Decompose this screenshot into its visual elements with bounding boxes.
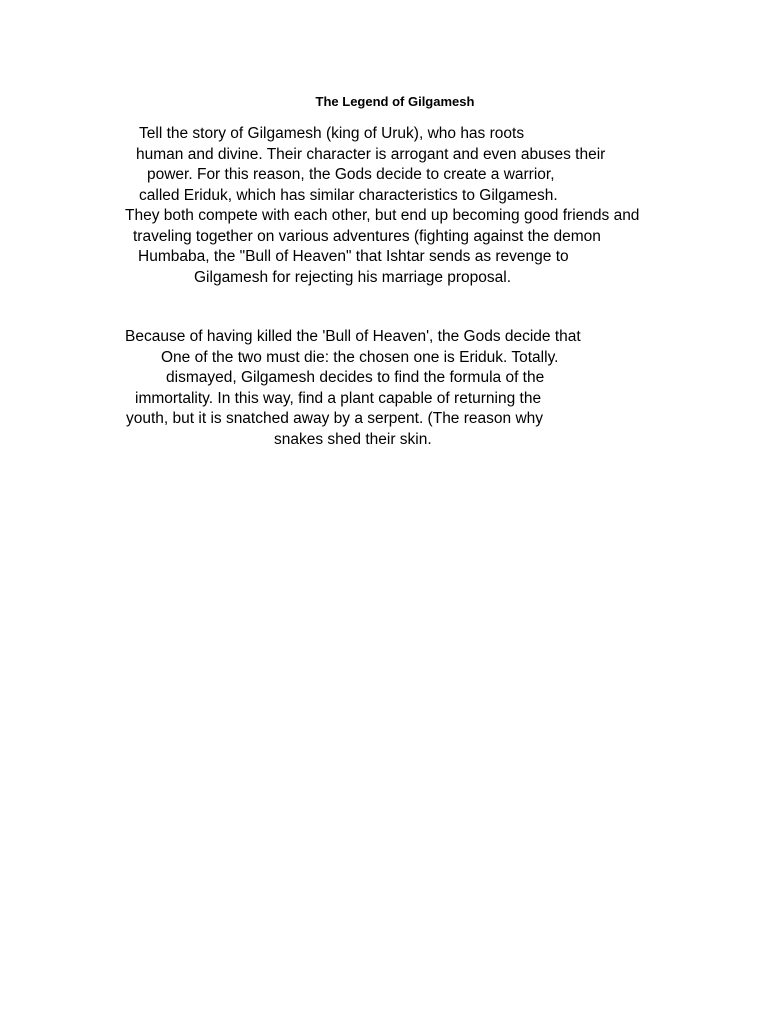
paragraph-line: dismayed, Gilgamesh decides to find the formula of the [166, 369, 545, 386]
paragraph-line: traveling together on various adventures (fighting against the demon [133, 228, 601, 245]
paragraph-line: called Eriduk, which has similar characteristics to Gilgamesh. [139, 187, 558, 204]
paragraph-line: One of the two must die: the chosen one is Eriduk. Totally. [161, 349, 559, 366]
paragraph-line: Gilgamesh for rejecting his marriage proposal. [194, 269, 512, 286]
paragraph-line: human and divine. Their character is arrogant and even abuses their [136, 146, 606, 163]
paragraph-line: Humbaba, the "Bull of Heaven" that Ishtar sends as revenge to [138, 248, 569, 265]
paragraph-line: snakes shed their skin. [274, 431, 432, 448]
paragraph-line: Because of having killed the 'Bull of Heaven', the Gods decide that [125, 328, 581, 345]
paragraph-line: power. For this reason, the Gods decide to create a warrior, [147, 166, 555, 183]
paragraph-line: immortality. In this way, find a plant capable of returning the [135, 390, 542, 407]
paragraph-line: Tell the story of Gilgamesh (king of Uruk), who has roots [139, 125, 525, 142]
document-title: The Legend of Gilgamesh [315, 94, 475, 109]
paragraph-line: youth, but it is snatched away by a serpent. (The reason why [126, 410, 544, 427]
paragraph-line: They both compete with each other, but end up becoming good friends and [125, 207, 640, 224]
